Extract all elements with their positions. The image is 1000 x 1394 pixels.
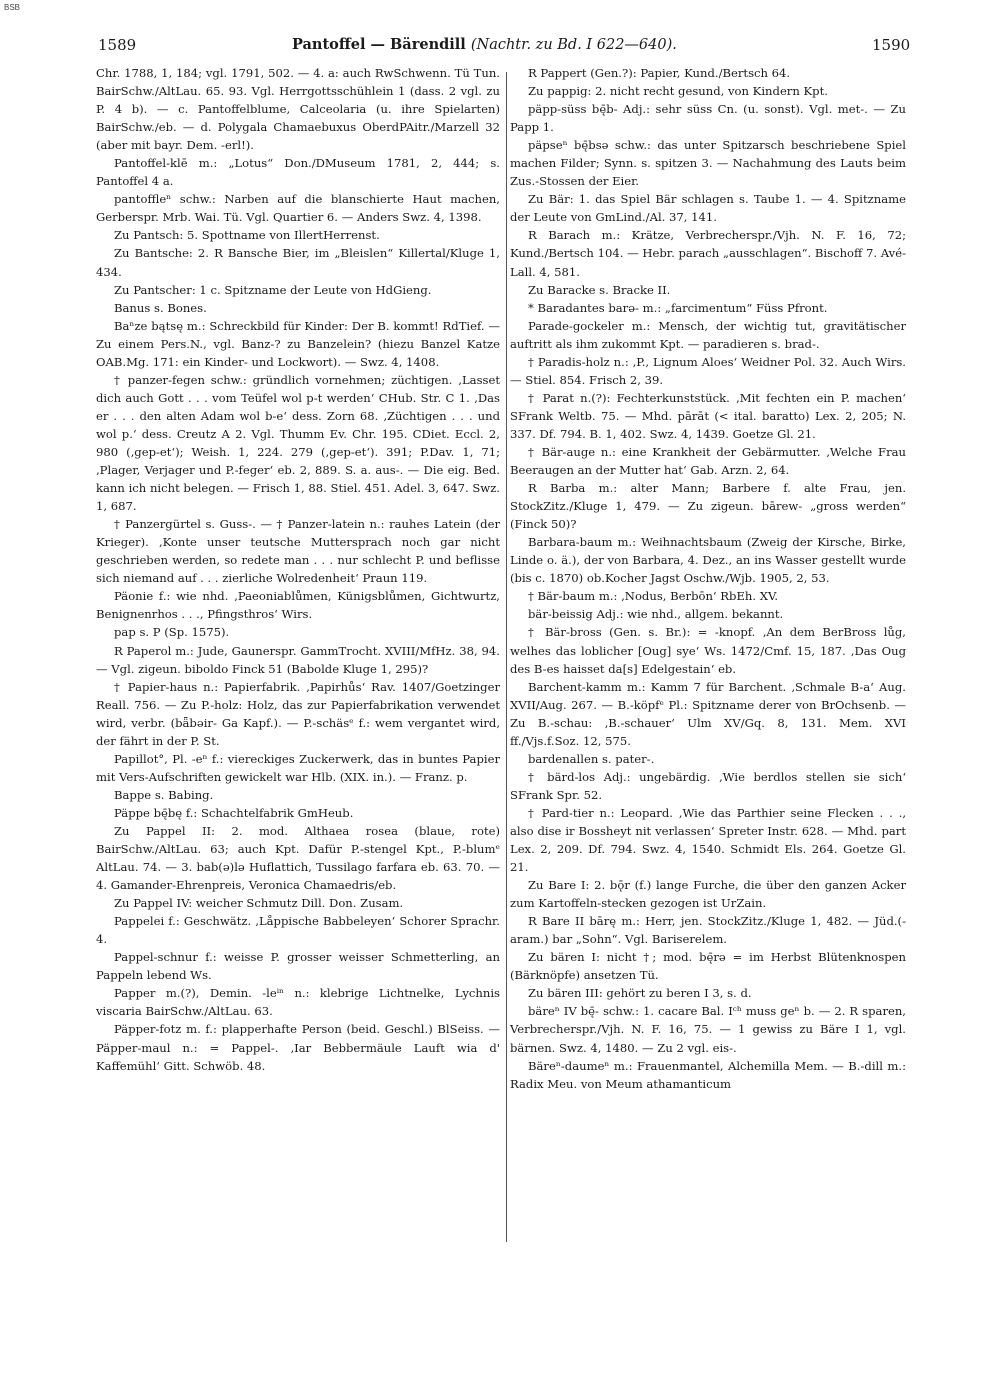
- dictionary-entry: Päppe bę̄bę f.: Schachtelfabrik GmHeub.: [114, 805, 354, 820]
- right-column: [510, 64, 906, 1093]
- dictionary-entry: bär-beissig Adj.: wie nhd., allgem. bekannt.: [528, 607, 784, 622]
- page-number-right: 1590: [872, 36, 911, 54]
- dictionary-entry: R Barach m.: Krätze, Verbrecherspr./Vjh. N. F. 16, 72; Kund./Bertsch 104. — Hebr. parach „ausschlagen“. Bischoff 7. Avé-Lall. 4, 581.: [510, 228, 906, 279]
- dictionary-entry: pantoffleⁿ schw.: Narben auf die blanschierte Haut machen, Gerberspr. Mrb. Wai. Tü. Vgl. Quartier 6. — Anders Swz. 4, 1398.: [96, 192, 500, 225]
- dictionary-entry: Parade-gockeler m.: Mensch, der wichtig tut, gravitätischer auftritt als ihm zukommt Kpt. — paradieren s. brad-.: [510, 318, 906, 351]
- dictionary-entry: R Pappert (Gen.?): Papier, Kund./Bertsch 64.: [528, 66, 791, 80]
- dictionary-entry: Zu pappig: 2. nicht recht gesund, von Kindern Kpt.: [528, 84, 828, 99]
- dictionary-entry: Päonie f.: wie nhd. ‚Paeoniablůmen, Künigsblůmen, Gichtwurtz, Benignenrhos . . ., Pfingsthros‘ Wirs.: [96, 589, 500, 622]
- dictionary-entry: Bäreⁿ-daumeⁿ m.: Frauenmantel, Alchemilla Mem. — B.-dill m.: Radix Meu. von Meum athamanticum: [510, 1058, 906, 1091]
- dictionary-entry: Päpper-fotz m. f.: plapperhafte Person (beid. Geschl.) BlSeiss. — Päpper-maul n.: = Pappel-. ‚Iar Bebbermäule Lauft wia d' Kaffemühl‘ Gitt. Schwöb. 48.: [96, 1022, 500, 1073]
- dictionary-entry: Banus s. Bones.: [114, 300, 207, 315]
- dictionary-entry: Barchent-kamm m.: Kamm 7 für Barchent. ‚Schmale B-a‘ Aug. XVII/Aug. 267. — B.-köpfᵉ Pl.: Spitzname derer von BrOchsenb. — Zu B.-schau: ‚B.-schauer‘ Ulm XV/Gq. 8, 131. Mem. XVI ff./Vjs.f.Soz. 12, 575.: [510, 679, 906, 748]
- dictionary-entry: Zu bären III: gehört zu beren I 3, s. d.: [528, 986, 752, 1001]
- dictionary-entry: päpseⁿ bę̄bsə schw.: das unter Spitzarsch beschriebene Spiel machen Filder; Synn. s. spitzen 3. — Nachahmung des Lauts beim Zus.-Stossen der Eier.: [510, 138, 906, 189]
- library-watermark: BSB: [4, 3, 21, 12]
- dictionary-entry: bäreⁿ IV bę̄- schw.: 1. cacare Bal. Iᶜʰ muss geⁿ b. — 2. R sparen, Verbrecherspr./Vjh. N. F. 16, 75. — 1 gewiss zu Bäre I 1, vgl. bärnen. Swz. 4, 1480. — Zu 2 vgl. eis-.: [510, 1004, 906, 1055]
- dictionary-entry: † Papier-haus n.: Papierfabrik. ‚Papirhůs‘ Rav. 1407/Goetzinger Reall. 756. — Zu P.-holz: Holz, das zur Papierfabrikation verwendet wird, verbr. (bǟbəir- Ga Kapf.). — P.-schäsᵉ f.: wem vergantet wird, der fährt in der P. St.: [96, 679, 500, 748]
- header-title: Pantoffel — Bärendill: [292, 36, 466, 53]
- dictionary-entry: Zu Pappel II: 2. mod. Althaea rosea (blaue, rote) BairSchw./AltLau. 63; auch Kpt. Dafür P.-stengel Kpt., P.-blumᵉ AltLau. 74. — 3. bab(ə)lə Huflattich, Tussilago farfara eb. 63. 70. — 4. Gamander-Ehrenpreis, Veronica Chamaedris/eb.: [96, 823, 500, 893]
- dictionary-entry: Papillot°, Pl. -eⁿ f.: viereckiges Zuckerwerk, das in buntes Papier mit Vers-Aufschriften gewickelt war Hlb. (XIX. in.). — Franz. p.: [96, 751, 500, 784]
- dictionary-entry: † Paradis-holz n.: ‚P., Lignum Aloes‘ Weidner Pol. 32. Auch Wirs. — Stiel. 854. Frisch 2, 39.: [510, 354, 906, 387]
- dictionary-entry: † Bär-bross (Gen. s. Br.): = -knopf. ‚An dem BerBross lůg, welhes das loblicher [Oug] sye‘ Ws. 1472/Cmf. 15, 187. ‚Das Oug des B-es haisset da[s] Edelgestain‘ eb.: [510, 625, 906, 676]
- dictionary-entry: Chr. 1788, 1, 184; vgl. 1791, 502. — 4. a: auch RwSchwenn. Tü Tun. BairSchw./AltLau. 65. 93. Vgl. Herrgottsschühlein 1 (dass. 2 vgl. zu P. 4 b). — c. Pantoffelblume, Calceolaria (u. ihre Spielarten) BairSchw./eb. — d. Polygala Chamaebuxus OberdPAitr./Marzell 32 (aber mit bayr. Dem. -erl!).: [96, 66, 500, 153]
- dictionary-entry: bardenallen s. pater-.: [528, 751, 655, 766]
- dictionary-entry: † Parat n.(?): Fechterkunststück. ‚Mit fechten ein P. machen‘ SFrank Weltb. 75. — Mhd. pārāt (< ital. baratto) Lex. 2, 205; N. 337. Df. 794. B. 1, 402. Swz. 4, 1439. Goetze Gl. 21.: [510, 390, 906, 441]
- dictionary-entry: Zu Baracke s. Bracke II.: [528, 282, 671, 297]
- header-subtitle: (Nachtr. zu Bd. I 622—640).: [470, 37, 677, 53]
- dictionary-entry: Pappelei f.: Geschwätz. ‚Låppische Babbeleyen‘ Schorer Sprachr. 4.: [96, 914, 500, 947]
- dictionary-entry: pap s. P (Sp. 1575).: [114, 625, 230, 640]
- left-column: [96, 64, 500, 1075]
- dictionary-entry: Zu Pantscher: 1 c. Spitzname der Leute von HdGieng.: [114, 282, 432, 297]
- dictionary-entry: Pantoffel-klē m.: „Lotus“ Don./DMuseum 1781, 2, 444; s. Pantoffel 4 a.: [96, 156, 500, 189]
- dictionary-entry: † Bär-baum m.: ‚Nodus, Berbōn‘ RbEh. XV.: [528, 589, 779, 604]
- dictionary-entry: R Bare II bārę m.: Herr, jen. StockZitz./Kluge 1, 482. — Jüd.(-aram.) bar „Sohn“. Vgl. Bariserelem.: [510, 914, 906, 947]
- dictionary-entry: † Panzergürtel s. Guss-. — † Panzer-latein n.: rauhes Latein (der Krieger). ‚Konte unser teutsche Muttersprach noch gar nicht geschrieben werden, so redete man . . . nur schlecht P. und beflisse sich niemand auf . . . zierliche Wolredenheit‘ Praun 119.: [96, 517, 500, 586]
- dictionary-entry: Barbara-baum m.: Weihnachtsbaum (Zweig der Kirsche, Birke, Linde o. ä.), der von Barbara, 4. Dez., an ins Wasser gestellt wurde (bis c. 1870) ob.Kocher Jagst Oschw./Wjb. 1905, 2, 53.: [510, 535, 906, 586]
- dictionary-entry: † Bär-auge n.: eine Krankheit der Gebärmutter. ‚Welche Frau Beeraugen an der Mutter hat‘ Gab. Arzn. 2, 64.: [510, 444, 906, 478]
- dictionary-entry: R Paperol m.: Jude, Gaunerspr. GammTrocht. XVIII/MfHz. 38, 94. — Vgl. zigeun. biboldo Finck 51 (Babolde Kluge 1, 295)?: [96, 643, 500, 676]
- dictionary-entry: päpp-süss bę̄b- Adj.: sehr süss Cn. (u. sonst). Vgl. met-. — Zu Papp 1.: [510, 102, 906, 135]
- dictionary-entry: † Pard-tier n.: Leopard. ‚Wie das Parthier seine Flecken . . ., also dise ir Bossheyt nit verlassen‘ Spreter Instr. 628. — Mhd. part Lex. 2, 209. Df. 794. Swz. 4, 1540. Schmidt Els. 264. Goetze Gl. 21.: [510, 805, 906, 875]
- dictionary-entry: Zu Pantsch: 5. Spottname von IllertHerrenst.: [114, 228, 380, 243]
- dictionary-entry: Bappe s. Babing.: [114, 787, 214, 802]
- dictionary-entry: Zu Bantsche: 2. R Bansche Bier, im „Bleislen“ Killertal/Kluge 1, 434.: [96, 246, 500, 279]
- dictionary-entry: * Baradantes barə- m.: „farcimentum“ Füss Pfront.: [528, 300, 828, 315]
- dictionary-entry: Pappel-schnur f.: weisse P. grosser weisser Schmetterling, an Pappeln lebend Ws.: [96, 950, 500, 983]
- page-number-left: 1589: [98, 36, 137, 54]
- running-header: [292, 36, 752, 53]
- dictionary-entry: † panzer-fegen schw.: gründlich vornehmen; züchtigen. ‚Lasset dich auch Gott . . . vom Teüfel wol p-t werden‘ CHub. Str. C 1. ‚Das er . . . den alten Adam wol b-e‘ dess. Zorn 68. ‚Züchtigen . . . und wol p.‘ dess. Creutz A 2. Vgl. Thumm Ev. Chr. 195. CDiet. Eccl. 2, 980 (‚gep-et‘); Weish. 1, 224. 279 (‚gep-et‘). 391; P.Dav. 1, 71; ‚Plager, Verjager und P.-feger‘ eb. 2, 889. S. a. aus-. — Die eig. Bed. kann ich nicht belegen. — Frisch 1, 88. Stiel. 451. Adel. 3, 647. Swz. 1, 687.: [96, 372, 500, 514]
- dictionary-entry: Zu Bär: 1. das Spiel Bär schlagen s. Taube 1. — 4. Spitzname der Leute von GmLind./Al. 37, 141.: [510, 192, 906, 225]
- dictionary-entry: Baⁿze bątsę m.: Schreckbild für Kinder: Der B. kommt! RdTief. — Zu einem Pers.N., vgl. Banz-? zu Banzelein? (hiezu Banzel Katze OAB.Mg. 171: ein Kinder- und Lockwort). — Swz. 4, 1408.: [96, 318, 500, 369]
- column-divider: [506, 72, 507, 1242]
- dictionary-entry: Zu Bare I: 2. bǭr (f.) lange Furche, die über den ganzen Acker zum Kartoffeln-stecken gezogen ist UrZain.: [510, 878, 906, 911]
- dictionary-entry: † bärd-los Adj.: ungebärdig. ‚Wie berdlos stellen sie sich‘ SFrank Spr. 52.: [510, 769, 906, 802]
- dictionary-entry: Papper m.(?), Demin. -leⁱⁿ n.: klebrige Lichtnelke, Lychnis viscaria BairSchw./AltLau. 63.: [96, 986, 500, 1019]
- dictionary-entry: R Barba m.: alter Mann; Barbere f. alte Frau, jen. StockZitz./Kluge 1, 479. — Zu zigeun. bārew- „gross werden“ (Finck 50)?: [510, 481, 906, 532]
- dictionary-entry: Zu bären I: nicht †; mod. bę̄rə = im Herbst Blütenknospen (Bärknöpfe) ansetzen Tü.: [510, 950, 906, 983]
- dictionary-entry: Zu Pappel IV: weicher Schmutz Dill. Don. Zusam.: [114, 896, 404, 911]
